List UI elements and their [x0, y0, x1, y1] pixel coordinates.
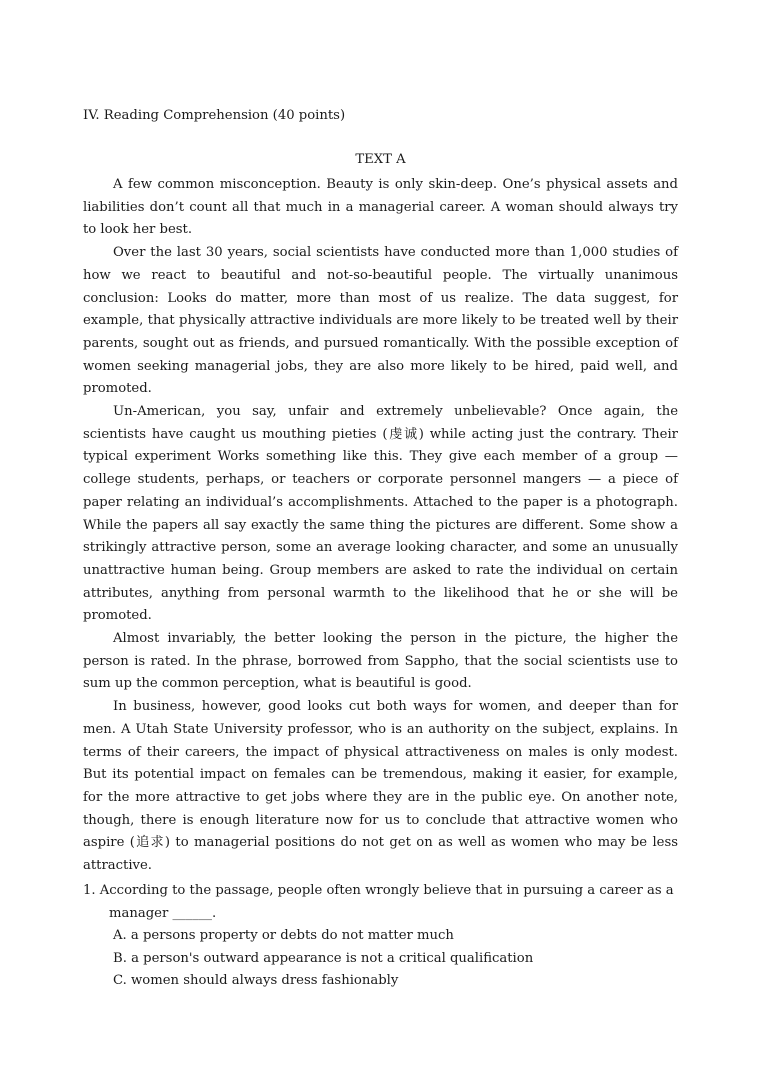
passage-paragraph: Un-American, you say, unfair and extremely unbelievable? Once again, the scientists have caught us mouthing pieties (虔诚) while acting just the contrary. Their typical experiment Works something like this. They give each member of a group — college students, perhaps, or teachers or corporate personnel mangers — a piece of paper relating an individual’s accomplishments. Attached to the paper is a photograph. While the papers all say exactly the same thing the pictures are different. Some show a strikingly attractive person, some an average looking character, and some an unusually unattractive human being. Group members are asked to rate the individual on certain attributes, anything from personal warmth to the likelihood that he or she will be promoted. [83, 404, 678, 624]
answer-options [83, 925, 678, 993]
passage-paragraph: Over the last 30 years, social scientists have conducted more than 1,000 studies of how we react to beautiful and not-so-beautiful people. The virtually unanimous conclusion: Looks do matter, more than most of us realize. The data suggest, for example, that physically attractive individuals are more likely to be treated well by their parents, sought out as friends, and pursued romantically. With the possible exception of women seeking managerial jobs, they are also more likely to be hired, paid well, and promoted. [83, 245, 678, 397]
passage-paragraph: A few common misconception. Beauty is only skin-deep. One’s physical assets and liabilities don’t count all that much in a managerial career. A woman should always try to look her best. [83, 177, 678, 238]
question-stem: 1. According to the passage, people often wrongly believe that in pursuing a career as a manager ______. [83, 883, 674, 921]
passage-title: TEXT A [355, 152, 406, 167]
question-1 [83, 879, 678, 993]
passage-paragraph: Almost invariably, the better looking the person in the picture, the higher the person is rated. In the phrase, borrowed from Sappho, that the social scientists use to sum up the common perception, what is beautiful is good. [83, 631, 678, 692]
section-title: IV. Reading Comprehension (40 points) [83, 108, 346, 123]
option-c[interactable]: C. women should always dress fashionably [113, 973, 399, 988]
passage-paragraph: In business, however, good looks cut both ways for women, and deeper than for men. A Utah State University professor, who is an authority on the subject, explains. In terms of their careers, the impact of physical attractiveness on males is only modest. But its potential impact on females can be tremendous, making it easier, for example, for the more attractive to get jobs where they are in the public eye. On another note, though, there is enough literature now for us to conclude that attractive women who aspire (追求) to managerial positions do not get on as well as women who may be less attractive. [83, 699, 678, 874]
option-a[interactable]: A. a persons property or debts do not matter much [113, 928, 454, 943]
option-b[interactable]: B. a person's outward appearance is not a critical qualification [113, 950, 534, 966]
passage-body [83, 174, 678, 878]
